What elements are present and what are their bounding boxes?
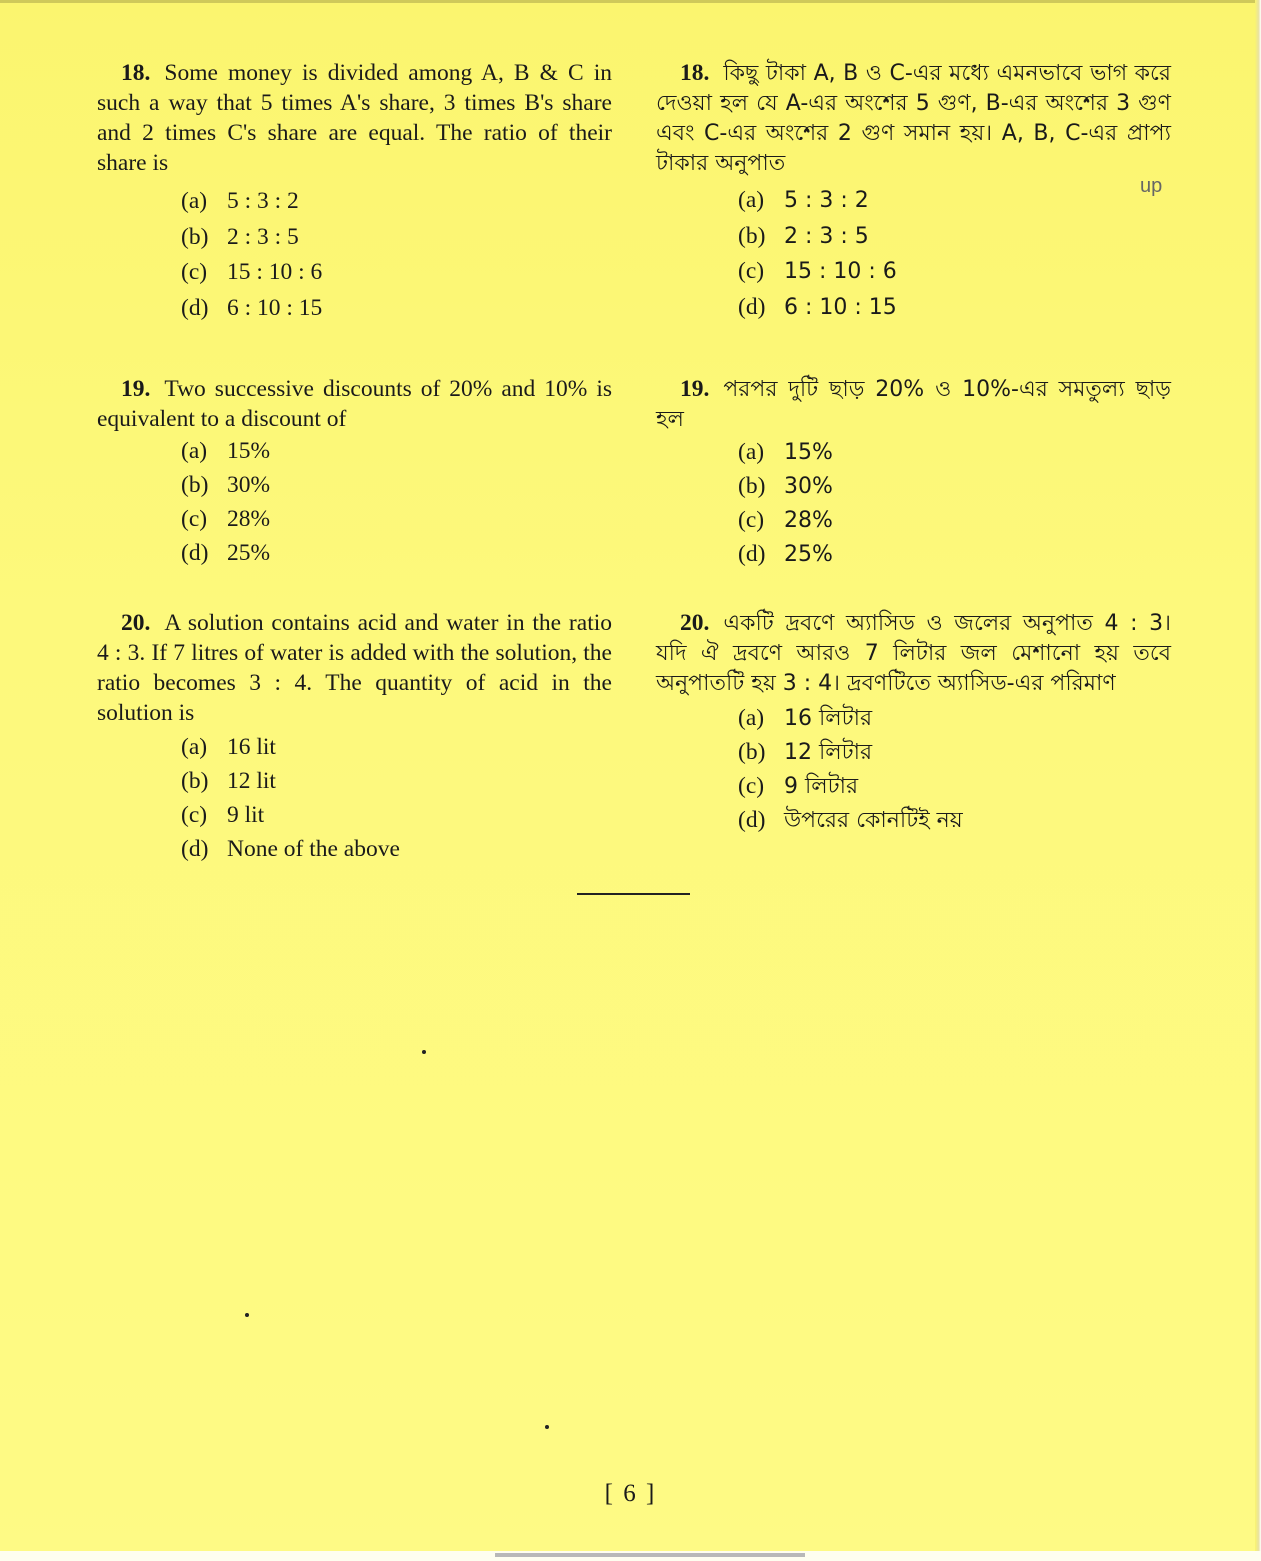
option-d: (d) 25% [738,541,833,567]
option-d: (d) 25% [181,540,271,566]
scan-strip [495,1553,805,1557]
options-list [738,437,1171,573]
option-b: (b) 12 লিটার [738,739,873,765]
corner-mark: up [1140,175,1163,197]
question-body: Some money is divided among A, B & C in such a way that 5 times A's share, 3 times B's share and 2 times C's share are equal. The ratio of their share is [97,60,612,176]
question-number: 19. [680,376,710,402]
option-a: (a) 16 লিটার [738,705,873,731]
option-b: (b) 30% [181,472,271,498]
option-a: (a) 15% [738,439,833,465]
option-a: (a) 5 : 3 : 2 [181,188,299,214]
question-19-en [97,374,612,572]
question-number: 20. [121,610,151,636]
option-c: (c) 28% [181,506,271,532]
page-bottom-edge [0,1551,1261,1561]
scan-speck [245,1313,249,1317]
option-d: (d) 6 : 10 : 15 [738,293,897,320]
question-number: 18. [121,60,151,86]
question-18-bn [656,58,1171,327]
option-d: (d) None of the above [181,836,400,862]
option-c: (c) 28% [738,507,833,533]
question-text [656,58,1171,179]
question-text [97,58,612,178]
option-a: (a) 16 lit [181,734,276,760]
question-text [656,608,1171,699]
option-c: (c) 9 লিটার [738,773,859,799]
scan-speck [545,1425,549,1429]
option-b: (b) 12 lit [181,768,276,794]
option-d: (d) উপরের কোনটিই নয় [738,807,963,833]
page-right-edge [1255,0,1261,1561]
page-number: [ 6 ] [604,1480,657,1507]
question-text [656,374,1171,435]
options-list [181,436,612,572]
options-list [181,732,612,868]
option-b: (b) 2 : 3 : 5 [738,222,869,249]
question-body: পরপর দুটি ছাড় 20% ও 10%-এর সমতুল্য ছাড় হল [656,377,1171,432]
option-d: (d) 6 : 10 : 15 [181,294,323,321]
option-b: (b) 2 : 3 : 5 [181,223,299,250]
option-c: (c) 9 lit [181,802,265,828]
scan-speck [422,1050,426,1054]
question-text [97,608,612,728]
question-number: 19. [121,376,151,402]
page-top-edge [0,0,1261,3]
options-list [738,185,1171,327]
question-18-en [97,58,612,328]
option-a: (a) 15% [181,438,271,464]
question-20-en [97,608,612,868]
question-body: কিছু টাকা A, B ও C-এর মধ্যে এমনভাবে ভাগ করে দেওয়া হল যে A-এর অংশের 5 গুণ, B-এর অংশের 3 গুণ এবং C-এর অংশের 2 গুণ সমান হয়। A, B, C-এর প্রাপ্য টাকার অনুপাত [656,61,1171,176]
question-19-bn [656,374,1171,573]
option-c: (c) 15 : 10 : 6 [738,258,897,284]
options-list [181,186,612,328]
question-20-bn [656,608,1171,839]
question-number: 20. [680,610,710,636]
question-body: Two successive discounts of 20% and 10% is equivalent to a discount of [97,376,612,432]
option-c: (c) 15 : 10 : 6 [181,259,323,285]
question-body: একটি দ্রবণে অ্যাসিড ও জলের অনুপাত 4 : 3। যদি ঐ দ্রবণে আরও 7 লিটার জল মেশানো হয় তবে অনুপাতটি হয় 3 : 4। দ্রবণটিতে অ্যাসিড-এর পরিমাণ [656,611,1171,696]
question-text [97,374,612,434]
option-b: (b) 30% [738,473,833,499]
question-body: A solution contains acid and water in the ratio 4 : 3. If 7 litres of water is added with the solution, the ratio becomes 3 : 4. The quantity of acid in the solution is [97,610,612,726]
option-a: (a) 5 : 3 : 2 [738,187,869,213]
section-divider [577,893,690,895]
options-list [738,703,1171,839]
question-number: 18. [680,60,710,86]
